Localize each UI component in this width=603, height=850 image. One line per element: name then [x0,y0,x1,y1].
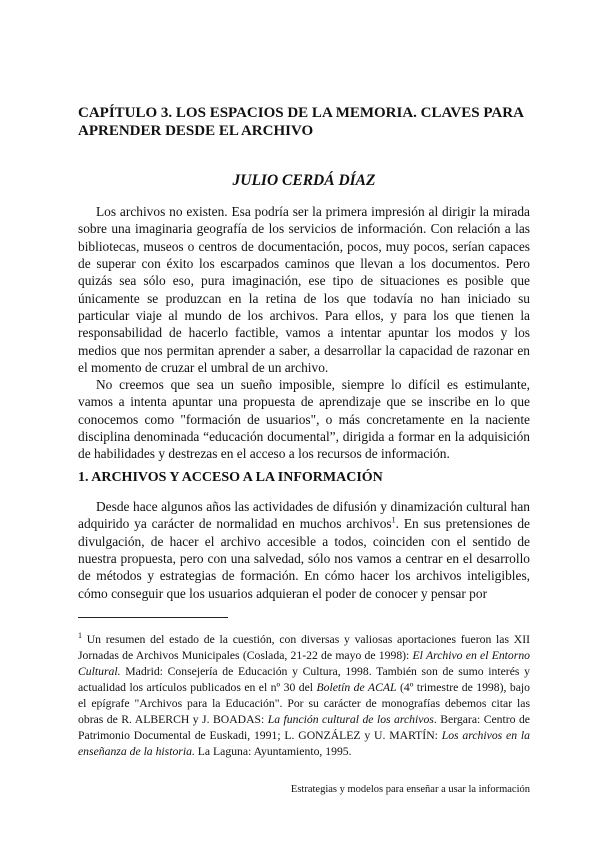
footnote-italic-3: La función cultural de los archivos [267,713,434,726]
paragraph-proposal: No creemos que sea un sueño imposible, siempre lo difícil es estimulante, vamos a intenta apuntar una propuesta de aprendizaje que se inscribe en lo que conocemos como "formación de usuarios", o más concretamente en la naciente disciplina denominada “educación documental”, dirigida a formar en la adquisición de habilidades y destrezas en el acceso a los recursos de información. [78,377,530,462]
footnote-text-3: (4º trimestre de 1998), bajo el epígrafe "Archivos para la Educación". Por su carácter de monografías debemos citar las obras de R. ALBERCH y J. BOADAS: [78,681,530,726]
section-heading: 1. ARCHIVOS Y ACCESO A LA INFORMACIÓN [78,470,383,485]
chapter-title [78,104,530,140]
paragraph-section-1-text-b: . En sus pretensiones de divulgación, de hacer el archivo accesible a todos, coinciden con el sentido de nuestra propuesta, pero con una salvedad, sólo nos vamos a centrar en el desarrollo de métodos y estrategias de formación. En cómo hacer los archivos inteligibles, cómo conseguir que los usuarios adquieran el poder de conocer y pensar por [78,516,531,601]
footnote-number: 1 [78,631,82,641]
footnote-text-4: . Bergara: Centro de Patrimonio Documental de Euskadi, 1991; L. GONZÁLEZ y U. MARTÍN: [78,713,530,742]
footnote-italic-2: Boletín de ACAL [316,681,397,694]
running-footer: Estrategias y modelos para enseñar a usar la información [290,784,530,795]
footnote-text-5: La Laguna: Ayuntamiento, 1995. [194,745,352,758]
footnote-text-2: Madrid: Consejería de Educación y Cultura, 1998. También son de sumo interés y actualidad los artículos publicados en el nº 30 del [78,665,530,694]
paragraph-intro: Los archivos no existen. Esa podría ser la primera impresión al dirigir la mirada sobre una imaginaria geografía de los servicios de información. Con relación a las bibliotecas, museos o centros de documentación, pocos, muy pocos, serían capaces de superar con éxito los escarpados caminos que llevan a los documentos. Pero quizás sea sólo eso, pura imaginación, ese tipo de situaciones es posible que únicamente se produzcan en la retina de los que todavía no han iniciado su particular viaje al mundo de los archivos. Para ellos, y para los que tienen la responsabilidad de hacerlo factible, vamos a intentar apuntar los modos y los medios que nos permitan aprender a saber, a desarrollar la capacidad de razonar en el momento de cruzar el umbral de un archivo. [78,204,530,376]
footnote-italic-4: Los archivos en la enseñanza de la historia. [78,729,530,758]
author-name: JULIO CERDÁ DÍAZ [232,172,376,189]
footnote-italic-1: El Archivo en el Entorno Cultural. [78,649,531,678]
chapter-title-line-2: APRENDER DESDE EL ARCHIVO [78,123,314,139]
footnote-reference[interactable]: 1 [391,515,396,525]
footnote-divider [78,617,228,618]
footnote [78,632,530,760]
footnote-text-1: Un resumen del estado de la cuestión, con diversas y valiosas aportaciones fueron las XII Jornadas de Archivos Municipales (Coslada, 21-22 de mayo de 1998): [78,633,530,662]
chapter-title-line-1: CAPÍTULO 3. LOS ESPACIOS DE LA MEMORIA. CLAVES PARA [78,105,524,121]
paragraph-section-1 [78,498,530,602]
paragraph-section-1-text-a: Desde hace algunos años las actividades de difusión y dinamización cultural han adquirido ya carácter de normalidad en muchos archivos [78,499,530,532]
